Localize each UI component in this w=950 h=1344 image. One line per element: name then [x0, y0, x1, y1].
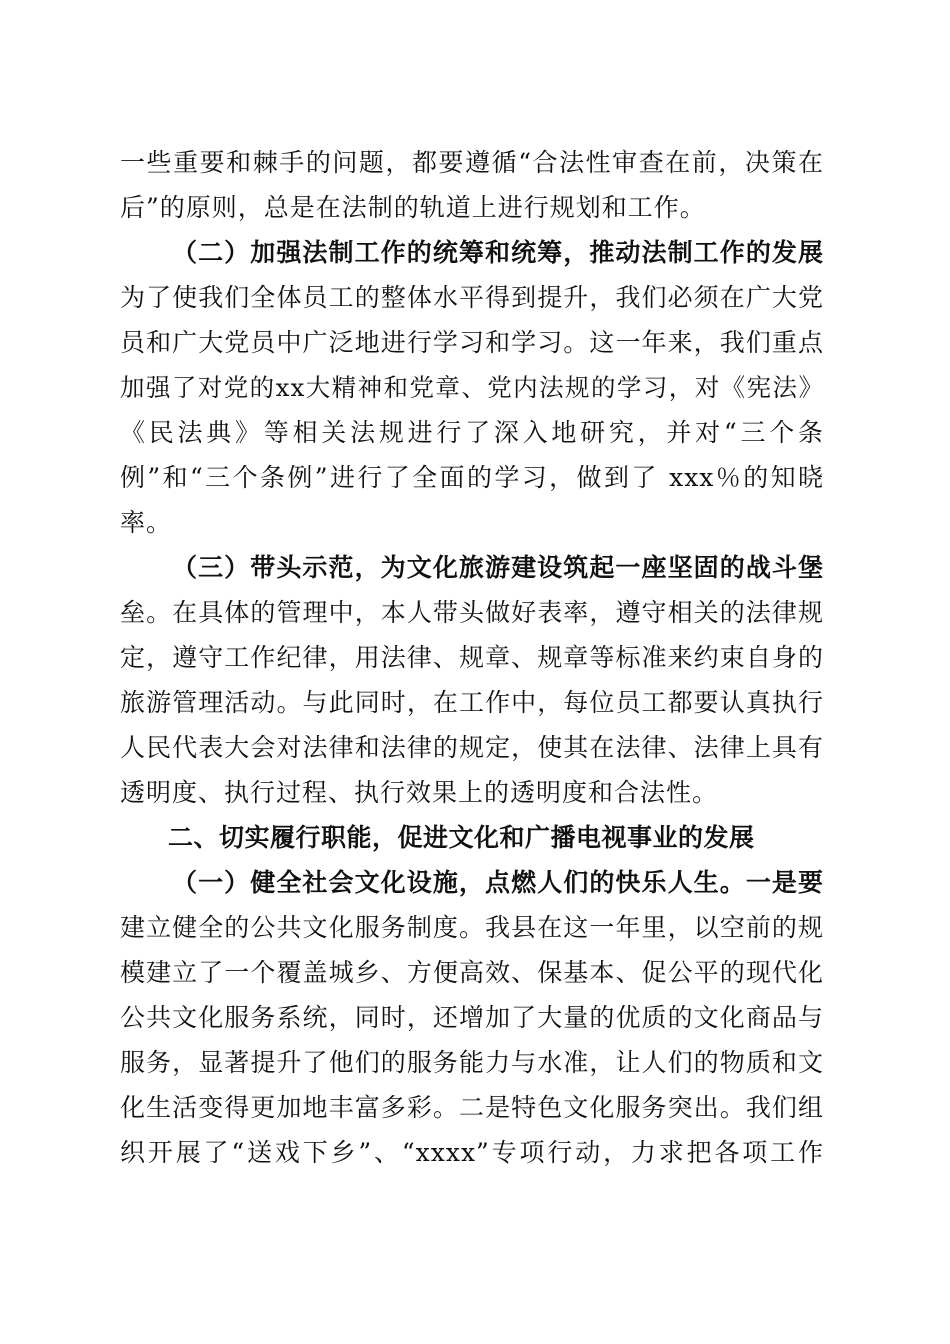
text-line: 一些重要和棘手的问题，都要遵循“合法性审查在前，决策在: [120, 148, 824, 177]
section-heading: 二、切实履行职能，促进文化和广播电视事业的发展: [168, 823, 755, 852]
text-line: 为了使我们全体员工的整体水平得到提升，我们必须在广大党: [120, 283, 824, 312]
text-line: 旅游管理活动。与此同时，在工作中，每位员工都要认真执行: [120, 688, 824, 717]
subsection-heading: （一）健全社会文化设施，点燃人们的快乐人生。一是要: [172, 868, 824, 897]
text-line: 《民法典》等相关法规进行了深入地研究，并对“三个条: [120, 418, 824, 447]
text-line: 织开展了“送戏下乡”、“xxxx”专项行动，力求把各项工作: [120, 1138, 824, 1167]
subsection-heading: （三）带头示范，为文化旅游建设筑起一座坚固的战斗堡: [172, 553, 824, 582]
text-line: 垒。在具体的管理中，本人带头做好表率，遵守相关的法律规: [120, 598, 824, 627]
text-line: 服务，显著提升了他们的服务能力与水准，让人们的物质和文: [120, 1048, 824, 1077]
text-line: 后”的原则，总是在法制的轨道上进行规划和工作。: [120, 193, 706, 222]
text-line: 加强了对党的xx大精神和党章、党内法规的学习，对《宪法》: [120, 373, 824, 402]
text-line: 人民代表大会对法律和法律的规定，使其在法律、法律上具有: [120, 733, 824, 762]
text-line: 透明度、执行过程、执行效果上的透明度和合法性。: [120, 778, 719, 807]
text-line: 公共文化服务系统，同时，还增加了大量的优质的文化商品与: [120, 1003, 824, 1032]
text-line: 化生活变得更加地丰富多彩。二是特色文化服务突出。我们组: [120, 1093, 824, 1122]
text-line: 建立健全的公共文化服务制度。我县在这一年里，以空前的规: [120, 913, 824, 942]
subsection-heading: （二）加强法制工作的统筹和统筹，推动法制工作的发展: [172, 238, 824, 267]
text-line: 例”和“三个条例”进行了全面的学习，做到了 xxx％的知晓: [120, 463, 824, 492]
text-line: 模建立了一个覆盖城乡、方便高效、保基本、促公平的现代化: [120, 958, 824, 987]
text-line: 率。: [120, 508, 173, 537]
text-line: 定，遵守工作纪律，用法律、规章、规章等标准来约束自身的: [120, 643, 824, 672]
text-line: 员和广大党员中广泛地进行学习和学习。这一年来，我们重点: [120, 328, 824, 357]
